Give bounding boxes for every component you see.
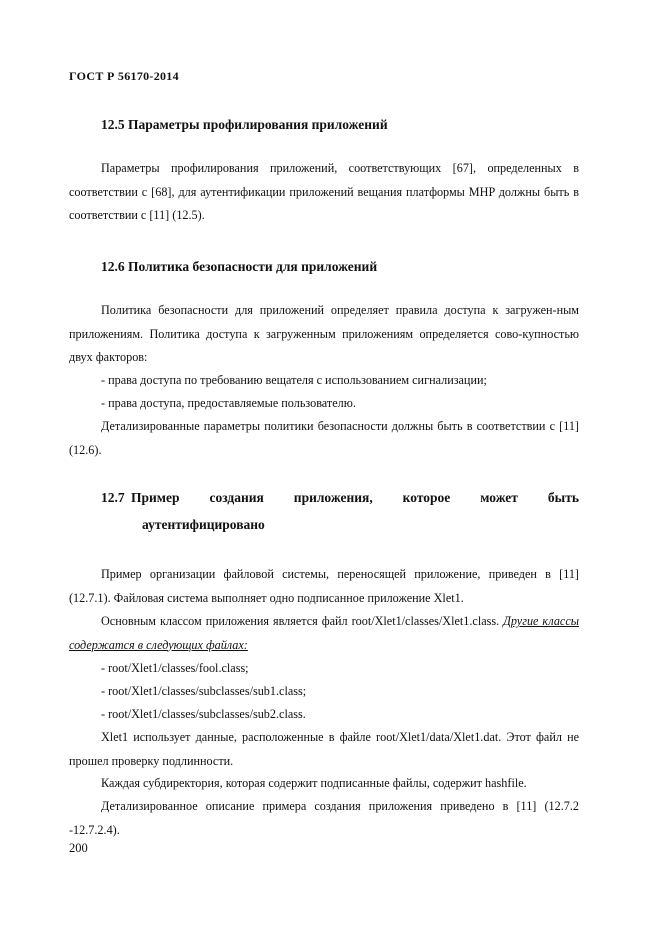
section-12-6-title: 12.6 Политика безопасности для приложений	[101, 259, 378, 274]
section-12-7-paragraph-4: Каждая субдиректория, которая содержит подписанные файлы, содержит hashfile.	[101, 776, 527, 790]
standard-header: ГОСТ Р 56170-2014	[69, 69, 179, 83]
section-12-7-paragraph-2	[69, 610, 579, 657]
title-word: которое	[402, 490, 451, 505]
section-12-5-paragraph: Параметры профилирования приложений, соответствующих [67], определенных в соответствии с [68], для аутентификации приложений вещания платформы MHP должны быть в соответствии с [11] (12.5).	[69, 161, 579, 222]
list-item: - права доступа, предоставляемые пользователю.	[101, 396, 356, 410]
file-list-item: - root/Xlet1/classes/subclasses/sub2.class.	[101, 707, 306, 721]
title-word: приложения,	[293, 490, 373, 505]
file-list-item: - root/Xlet1/classes/fool.class;	[101, 661, 249, 675]
file-list-item: - root/Xlet1/classes/subclasses/sub1.class;	[101, 684, 307, 698]
title-line-1	[131, 490, 579, 506]
emphasized-text: Другие классы содержатся в следующих файлах:	[69, 614, 579, 652]
title-line-2: аутентифицировано	[142, 517, 265, 532]
title-word: быть	[547, 490, 579, 505]
section-number: 12.7	[101, 490, 125, 505]
section-12-7-paragraph-3: Xlet1 использует данные, расположенные в файле root/Xlet1/data/Xlet1.dat. Этот файл не прошел проверку подлинности.	[69, 730, 579, 768]
page-number: 200	[69, 841, 88, 855]
title-word: создания	[209, 490, 264, 505]
title-word: Пример	[131, 490, 180, 505]
paragraph-text: Основным классом приложения является файл root/Xlet1/classes/Xlet1.class.	[101, 614, 504, 628]
title-word: может	[480, 490, 518, 505]
section-12-6-intro: Политика безопасности для приложений определяет правила доступа к загружен-ным приложениям. Политика доступа к загруженным приложениям определяется сово-купностью двух факторов:	[69, 303, 579, 364]
list-item: - права доступа по требованию вещателя с использованием сигнализации;	[101, 373, 487, 387]
section-12-5-title: 12.5 Параметры профилирования приложений	[101, 117, 388, 132]
section-12-7-paragraph-5: Детализированное описание примера создания приложения приведено в [11] (12.7.2 -12.7.2.4).	[69, 799, 579, 837]
section-12-6-closing: Детализированные параметры политики безопасности должны быть в соответствии с [11] (12.6).	[69, 419, 579, 457]
section-12-7-paragraph-1: Пример организации файловой системы, переносящей приложение, приведен в [11] (12.7.1). Файловая система выполняет одно подписанное приложение Xlet1.	[69, 567, 579, 605]
